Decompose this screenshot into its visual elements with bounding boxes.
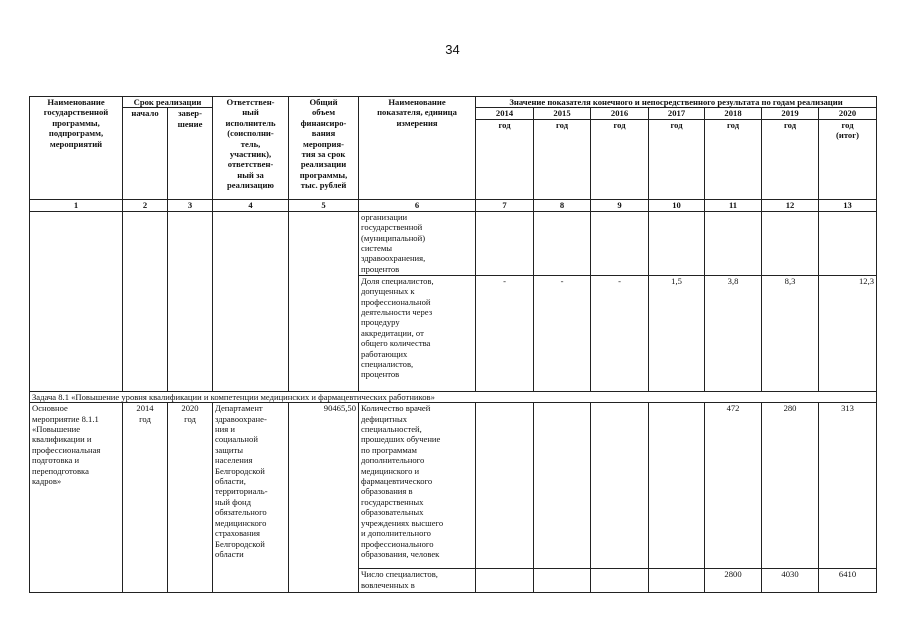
header-year-2019: 2019 [762, 108, 819, 119]
value-cell: - [476, 275, 534, 391]
value-cell: - [591, 275, 649, 391]
measure-start: 2014 год [123, 403, 168, 593]
value-cell: 2800 [705, 569, 762, 593]
table-row [30, 403, 877, 569]
header-start: начало [123, 108, 168, 199]
column-number: 5 [289, 199, 359, 211]
column-number: 6 [359, 199, 476, 211]
column-number: 4 [213, 199, 289, 211]
header-year-2016: 2016 [591, 108, 649, 119]
indicator-cell: Доля специалистов, допущенных к профессиональной деятельности через процедуру аккредитации, от общего количества работающих специалистов, процентов [359, 275, 476, 391]
header-year-2018: 2018 [705, 108, 762, 119]
measure-funding: 90465,50 [289, 403, 359, 593]
value-cell: 6410 [819, 569, 877, 593]
column-number: 10 [649, 199, 705, 211]
value-cell: 3,8 [705, 275, 762, 391]
header-indicator: Наименование показателя, единица измерения [359, 97, 476, 200]
column-number: 1 [30, 199, 123, 211]
measure-end: 2020 год [168, 403, 213, 593]
page-number: 34 [445, 42, 460, 57]
header-row-1 [30, 97, 877, 108]
header-year-2014: 2014 [476, 108, 534, 119]
column-number: 13 [819, 199, 877, 211]
table-row [30, 211, 877, 275]
measure-name: Основное мероприятие 8.1.1 «Повышение квалификации и профессиональная подготовка и переподготовка кадров» [30, 403, 123, 593]
header-values-group: Значение показателя конечного и непосредственного результата по годам реализации [476, 97, 877, 108]
indicator-cell: организации государственной (муниципальной) системы здравоохранения, процентов [359, 211, 476, 275]
header-period: Срок реализации [123, 97, 213, 108]
indicator-cell: Количество врачей дефицитных специальностей, прошедших обучение по программам дополнительного медицинского и фармацевтического образования в государственных образовательных учреждениях высшего и дополнительного профессионального образования, человек [359, 403, 476, 569]
header-year-last: год (итог) [819, 119, 877, 199]
header-funding: Общий объем финансиро- вания мероприя- тия за срок реализации программы, тыс. рублей [289, 97, 359, 200]
header-year-word: год [705, 119, 762, 199]
value-cell: 8,3 [762, 275, 819, 391]
value-cell: - [534, 275, 591, 391]
header-program-name: Наименование государственной программы, подпрограмм, мероприятий [30, 97, 123, 200]
column-number: 12 [762, 199, 819, 211]
header-year-word: год [591, 119, 649, 199]
value-cell: 313 [819, 403, 877, 569]
task-title: Задача 8.1 «Повышение уровня квалификации и компетенции медицинских и фармацевтических работников» [30, 391, 877, 402]
column-number: 8 [534, 199, 591, 211]
measure-executor: Департамент здравоохране- ния и социальной защиты населения Белгородской области, территориаль- ный фонд обязательного медицинского страхования Белгородской области [213, 403, 289, 593]
header-year-2017: 2017 [649, 108, 705, 119]
task-row [30, 391, 877, 402]
column-number: 3 [168, 199, 213, 211]
value-cell: 280 [762, 403, 819, 569]
header-year-word: год [762, 119, 819, 199]
column-number: 11 [705, 199, 762, 211]
value-cell: 12,3 [819, 275, 877, 391]
header-year-2015: 2015 [534, 108, 591, 119]
column-number: 7 [476, 199, 534, 211]
header-year-word: год [649, 119, 705, 199]
header-year-2020: 2020 [819, 108, 877, 119]
header-year-word: год [534, 119, 591, 199]
header-executor: Ответствен- ный исполнитель (соисполни- тель, участник), ответствен- ный за реализацию [213, 97, 289, 200]
column-number: 2 [123, 199, 168, 211]
header-year-word: год [476, 119, 534, 199]
value-cell: 472 [705, 403, 762, 569]
indicator-cell: Число специалистов, вовлеченных в [359, 569, 476, 593]
indicator-table [29, 96, 877, 593]
value-cell: 4030 [762, 569, 819, 593]
value-cell: 1,5 [649, 275, 705, 391]
column-number-row [30, 199, 877, 211]
column-number: 9 [591, 199, 649, 211]
header-end: завер- шение [168, 108, 213, 199]
